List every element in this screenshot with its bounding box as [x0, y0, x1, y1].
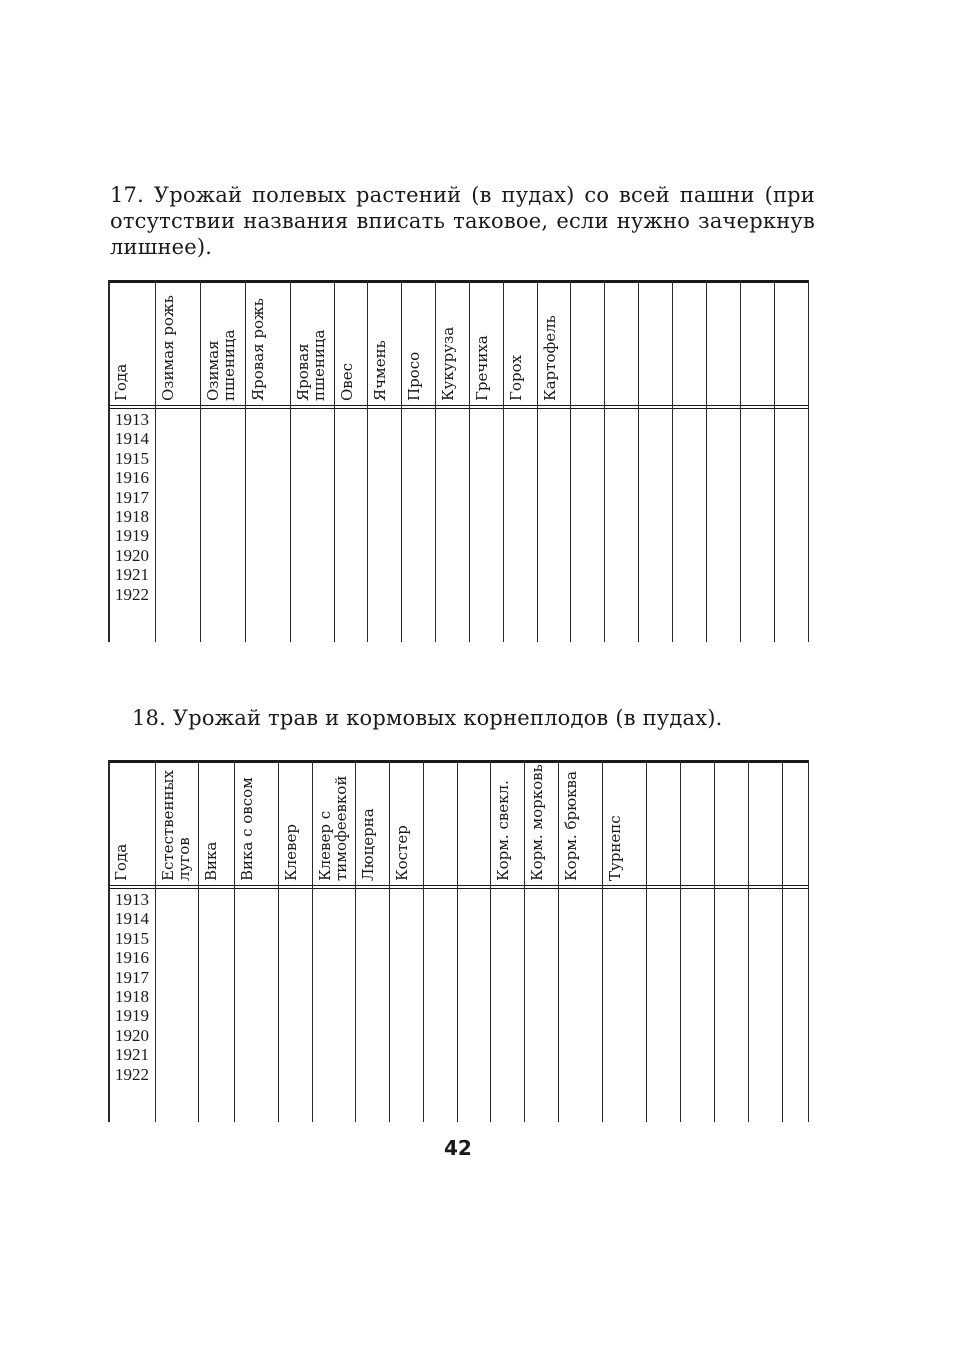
- column-line: [155, 280, 156, 642]
- column-header: [505, 284, 536, 403]
- column-header-label: Корм. брюква: [562, 771, 580, 881]
- year-label: 1921: [115, 1045, 149, 1065]
- column-line: [537, 280, 538, 642]
- header-rule-2: [108, 408, 808, 409]
- year-label: 1915: [115, 448, 149, 468]
- column-header: [110, 284, 154, 403]
- year-label: 1919: [115, 526, 149, 546]
- column-header: [459, 764, 489, 883]
- column-line: [367, 280, 368, 642]
- column-header-label: Яровая пшеница: [294, 329, 328, 401]
- column-line: [706, 280, 707, 642]
- year-column: [108, 890, 149, 1084]
- column-line: [774, 280, 775, 642]
- column-line: [714, 760, 715, 1122]
- column-line: [524, 760, 525, 1122]
- column-header: [425, 764, 456, 883]
- section-17-heading: 17. Урожай полевых растений (в пудах) со всей пашни (при отсутствии названия вписать таковое, если нужно зачеркнув лишнее).: [110, 183, 815, 259]
- column-line: [198, 760, 199, 1122]
- column-line: [200, 280, 201, 642]
- column-line: [680, 760, 681, 1122]
- year-label: 1913: [115, 890, 149, 909]
- column-header-label: Люцерна: [359, 808, 377, 881]
- column-header: [247, 284, 289, 403]
- year-column: [108, 410, 149, 604]
- section-18-heading: 18. Урожай трав и кормовых корнеплодов (в пудах).: [132, 706, 723, 730]
- header-rule-1: [108, 405, 808, 406]
- column-header: [369, 284, 400, 403]
- column-header-label: Просо: [405, 351, 423, 401]
- column-header: [157, 764, 197, 883]
- column-line: [638, 280, 639, 642]
- year-label: 1922: [115, 584, 149, 604]
- column-line: [808, 760, 809, 1122]
- column-header: [526, 764, 557, 883]
- column-line: [401, 280, 402, 642]
- column-header-label: Года: [112, 843, 130, 881]
- column-header: [716, 764, 747, 883]
- column-header: [682, 764, 713, 883]
- column-line: [245, 280, 246, 642]
- column-line: [646, 760, 647, 1122]
- column-header: [391, 764, 422, 883]
- column-header-label: Клевер: [282, 824, 300, 881]
- year-label: 1921: [115, 565, 149, 585]
- column-header: [437, 284, 468, 403]
- column-line: [740, 280, 741, 642]
- year-label: 1922: [115, 1064, 149, 1084]
- column-line: [748, 760, 749, 1122]
- column-header-label: Вика с овсом: [238, 777, 256, 881]
- column-header: [742, 284, 773, 403]
- year-label: 1916: [115, 948, 149, 968]
- column-header: [539, 284, 569, 403]
- year-label: 1916: [115, 468, 149, 488]
- column-line: [602, 760, 603, 1122]
- column-header-label: Турнепс: [606, 815, 624, 881]
- column-header: [200, 764, 233, 883]
- column-header-label: Яровая рожь: [249, 298, 267, 401]
- column-header-label: Естественных лугов: [159, 770, 193, 881]
- column-header-label: Корм. свекл.: [494, 780, 512, 881]
- column-header: [750, 764, 781, 883]
- column-line: [234, 760, 235, 1122]
- column-header: [202, 284, 244, 403]
- column-line: [155, 760, 156, 1122]
- column-header-label: Ячмень: [371, 340, 389, 401]
- column-header: [492, 764, 523, 883]
- column-header: [606, 284, 637, 403]
- column-header: [572, 284, 603, 403]
- column-header-label: Клевер с тимофеевкой: [316, 775, 350, 881]
- table-top-rule: [108, 760, 808, 763]
- column-line: [604, 280, 605, 642]
- year-label: 1913: [115, 410, 149, 429]
- year-label: 1920: [115, 545, 149, 565]
- column-header: [708, 284, 739, 403]
- column-header: [157, 284, 199, 403]
- column-line: [672, 280, 673, 642]
- column-header-label: Картофель: [541, 315, 559, 401]
- page-number: 42: [444, 1136, 472, 1160]
- column-header: [292, 284, 333, 403]
- column-line: [490, 760, 491, 1122]
- column-header-label: Корм. морковь: [528, 764, 546, 881]
- column-line: [469, 280, 470, 642]
- year-label: 1918: [115, 506, 149, 526]
- column-header: [314, 764, 354, 883]
- year-label: 1918: [115, 986, 149, 1006]
- column-header-label: Кукуруза: [439, 326, 457, 401]
- column-header-label: Костер: [393, 825, 411, 881]
- header-rule-2: [108, 888, 808, 889]
- column-header: [648, 764, 679, 883]
- column-line: [389, 760, 390, 1122]
- column-line: [312, 760, 313, 1122]
- column-line: [290, 280, 291, 642]
- column-header: [357, 764, 388, 883]
- column-line: [808, 280, 809, 642]
- column-header: [604, 764, 645, 883]
- column-header-label: Гречиха: [473, 335, 491, 401]
- column-header: [280, 764, 311, 883]
- column-header: [236, 764, 277, 883]
- column-header: [674, 284, 705, 403]
- column-line: [782, 760, 783, 1122]
- column-header-label: Вика: [202, 841, 220, 881]
- column-line: [570, 280, 571, 642]
- column-header: [640, 284, 671, 403]
- table-top-rule: [108, 280, 808, 283]
- year-label: 1917: [115, 487, 149, 507]
- year-label: 1919: [115, 1006, 149, 1026]
- column-line: [558, 760, 559, 1122]
- column-header-label: Горох: [507, 354, 525, 401]
- header-rule-1: [108, 885, 808, 886]
- grass-fodder-table: [108, 760, 813, 1122]
- field-crops-table: [108, 280, 813, 642]
- column-header-label: Овес: [338, 362, 356, 401]
- year-label: 1914: [115, 429, 149, 449]
- column-line: [355, 760, 356, 1122]
- column-line: [423, 760, 424, 1122]
- column-header: [776, 284, 807, 403]
- column-line: [457, 760, 458, 1122]
- column-header: [471, 284, 502, 403]
- column-header-label: Озимая рожь: [159, 295, 177, 401]
- column-header: [336, 284, 366, 403]
- year-label: 1915: [115, 928, 149, 948]
- column-line: [334, 280, 335, 642]
- column-header: [560, 764, 601, 883]
- column-header: [403, 284, 434, 403]
- column-header-label: Озимая пшеница: [204, 329, 238, 401]
- year-label: 1917: [115, 967, 149, 987]
- column-line: [435, 280, 436, 642]
- column-line: [278, 760, 279, 1122]
- column-line: [503, 280, 504, 642]
- year-label: 1920: [115, 1025, 149, 1045]
- year-label: 1914: [115, 909, 149, 929]
- column-header: [110, 764, 154, 883]
- column-header-label: Года: [112, 363, 130, 401]
